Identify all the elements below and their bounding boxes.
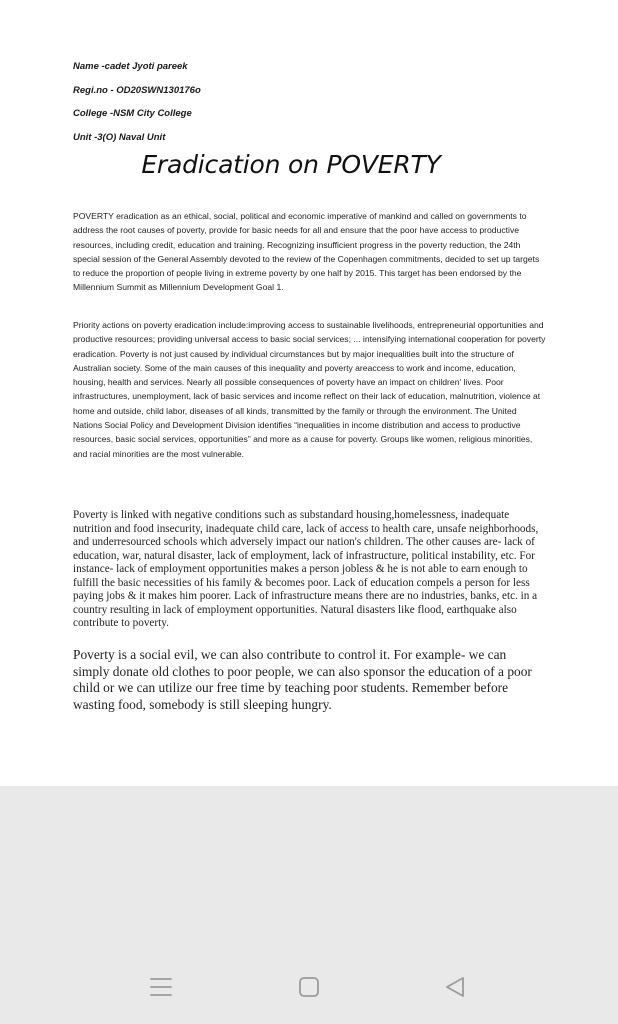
registration-number: Regi.no - OD20SWN130176o xyxy=(73,84,201,96)
home-button[interactable] xyxy=(289,972,329,1002)
back-triangle-icon xyxy=(444,975,466,999)
student-name: Name -cadet Jyoti pareek xyxy=(73,61,188,72)
paragraph-1: POVERTY eradication as an ethical, social, political and economic imperative of mankind and called on governments to address the root causes of poverty, provide for basic needs for all and ensure that the poor have access to productive resources, including credit, education and training. Recognizing insufficient progress in the poverty reduction, the 24th special session of the General Assembly devoted to the review of the Copenhagen commitments, decided to set up targets to reduce the proportion of people living in extreme poverty by one half by 2015. This target has been endorsed by the Millennium Summit as Millennium Development Goal 1. xyxy=(73,211,540,293)
college-name: College -NSM City College xyxy=(73,108,192,119)
home-square-icon xyxy=(298,976,320,998)
document-title: Eradication on POVERTY xyxy=(141,150,441,179)
paragraph-4: Poverty is a social evil, we can also contribute to control it. For example- we can simply donate old clothes to poor people, we can also sponsor the education of a poor child or we can utilize our free time by teaching poor students. Remember before wasting food, somebody is still sleeping hungry. xyxy=(73,647,532,712)
back-button[interactable] xyxy=(435,972,475,1002)
unit-name: Unit -3(O) Naval Unit xyxy=(73,131,166,143)
paragraph-2: Priority actions on poverty eradication include:improving access to sustainable livelihoods, entrepreneurial opportunities and productive resources; providing universal access to basic social services; ... intensifying international cooperation for poverty eradication. Poverty is not just caused by individual circumstances but by major inequalities built into the structure of Australian society. Some of the main causes of this inequality and poverty areaccess to work and income, education, housing, health and services. Nearly all possible consequences of poverty have an impact on children' lives. Poor infrastructures, unemployment, lack of basic services and income reflect on their lack of education, malnutrition, violence at home and outside, child labor, diseases of all kinds, transmitted by the family or through the environment. The United Nations Social Policy and Development Division identifies “inequalities in income distribution and access to productive resources, basic social services, opportunities” and more as a cause for poverty. Groups like women, religious minorities, and racial minorities are the most vulnerable. xyxy=(73,320,546,459)
menu-icon xyxy=(149,976,173,998)
student-details xyxy=(73,60,201,154)
paragraph-3: Poverty is linked with negative conditions such as substandard housing,homelessness, inadequate nutrition and food insecurity, inadequate child care, lack of access to health care, unsafe neighborhoods, and underresourced schools which adversely impact our nation's children. The other causes are- lack of education, war, natural disaster, lack of employment, lack of infrastructure, political instability, etc. For instance- lack of employment opportunities makes a person jobless & he is not able to earn enough to fulfill the basic necessities of his family & becomes poor. Lack of education compels a person for less paying jobs & it makes him poorer. Lack of infrastructure means there are no industries, banks, etc. in a country resulting in lack of employment opportunities. Natural disasters like flood, earthquake also contribute to poverty. xyxy=(73,509,539,629)
recent-apps-button[interactable] xyxy=(141,972,181,1002)
document-title-wrap xyxy=(0,150,570,179)
system-navigation-bar xyxy=(0,786,618,1024)
